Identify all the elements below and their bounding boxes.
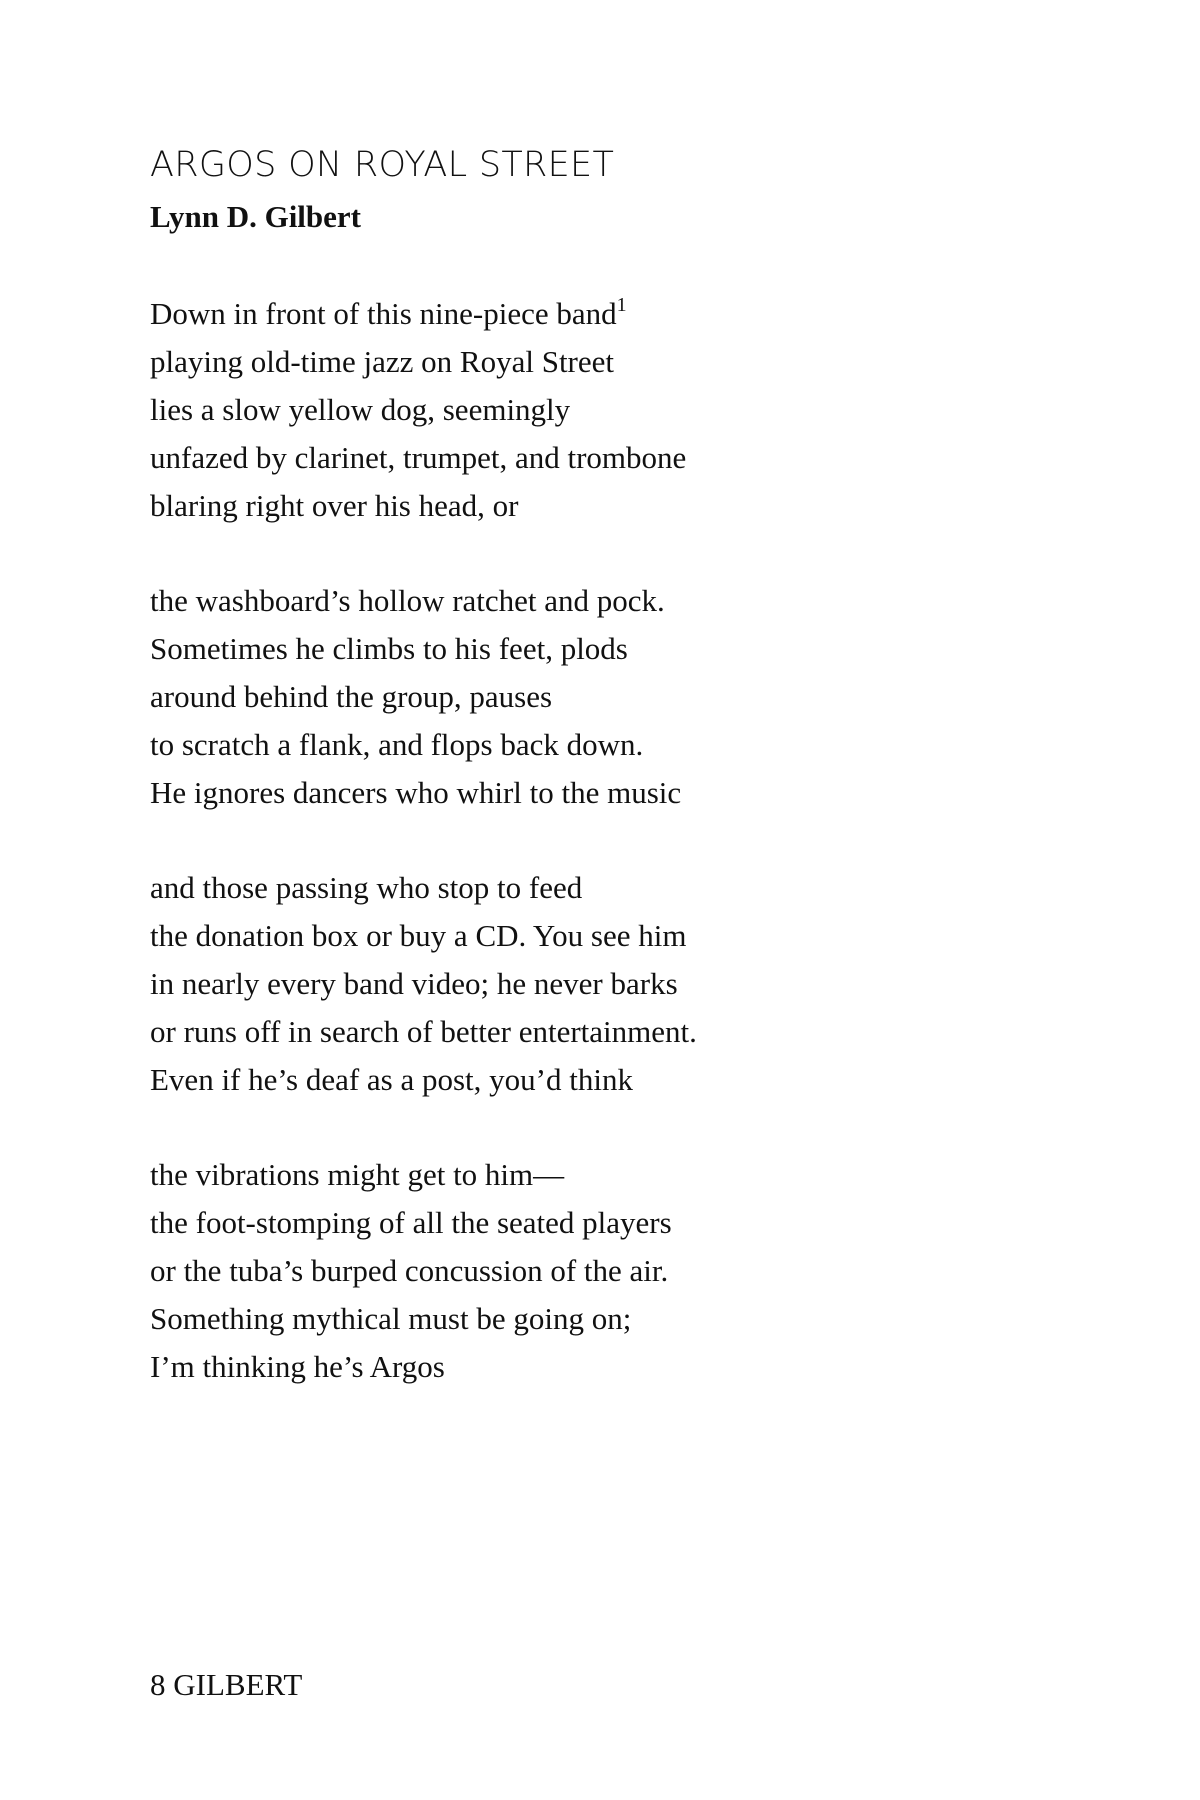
poem-line: the foot-stomping of all the seated players: [150, 1205, 672, 1240]
poem-line: or the tuba’s burped concussion of the air.: [150, 1253, 669, 1288]
poem-line: and those passing who stop to feed: [150, 870, 583, 905]
poem-line: unfazed by clarinet, trumpet, and trombone: [150, 440, 687, 475]
poem-line: Sometimes he climbs to his feet, plods: [150, 631, 628, 666]
poem-title: ARGOS ON ROYAL STREET: [150, 145, 615, 185]
poem-line: the donation box or buy a CD. You see him: [150, 918, 687, 953]
poem-line: around behind the group, pauses: [150, 679, 553, 714]
poem-line-text: Down in front of this nine-piece band: [150, 296, 617, 331]
poem-line: or runs off in search of better entertainment.: [150, 1014, 697, 1049]
poem-line: blaring right over his head, or: [150, 488, 519, 523]
poem-line: to scratch a flank, and flops back down.: [150, 727, 644, 762]
poem-line: I’m thinking he’s Argos: [150, 1349, 445, 1384]
poem-line: Something mythical must be going on;: [150, 1301, 632, 1336]
poem-author: Lynn D. Gilbert: [150, 199, 362, 234]
poem-line: Even if he’s deaf as a post, you’d think: [150, 1062, 633, 1097]
stanza-4: [150, 1151, 697, 1391]
poem-body: [150, 290, 697, 1438]
stanza-2: [150, 577, 697, 817]
poem-line: He ignores dancers who whirl to the music: [150, 775, 682, 810]
poem-line: the washboard’s hollow ratchet and pock.: [150, 583, 665, 618]
stanza-1: [150, 290, 697, 530]
footnote-marker: 1: [616, 293, 627, 316]
poem-line: lies a slow yellow dog, seemingly: [150, 392, 571, 427]
poem-line: the vibrations might get to him—: [150, 1157, 565, 1192]
page-footer: 8 GILBERT: [150, 1667, 303, 1702]
stanza-3: [150, 864, 697, 1104]
poem-line: [150, 290, 697, 338]
poem-line: playing old-time jazz on Royal Street: [150, 344, 615, 379]
poem-line: in nearly every band video; he never barks: [150, 966, 678, 1001]
